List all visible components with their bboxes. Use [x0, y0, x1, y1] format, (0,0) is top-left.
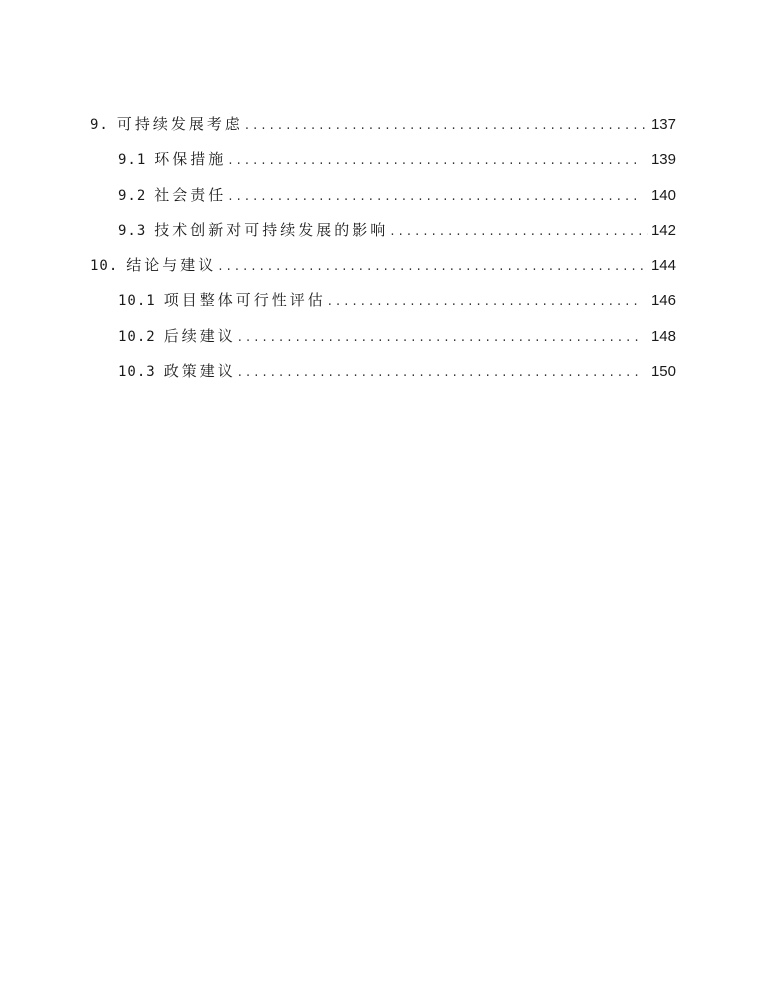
- toc-entry[interactable]: [90, 253, 676, 288]
- toc-dot-leader: [390, 220, 648, 244]
- toc-entry-title: 社会责任: [154, 185, 227, 204]
- toc-dot-leader: [228, 149, 640, 173]
- toc-entry-page: 142: [650, 221, 676, 239]
- toc-entry-number: 9.3: [118, 222, 147, 239]
- toc-entry-page: 144: [650, 257, 676, 275]
- toc-entry-page: 146: [650, 292, 676, 310]
- toc-entry-title: 技术创新对可持续发展的影响: [154, 220, 389, 239]
- toc-entry-number: 9.: [90, 117, 109, 133]
- table-of-contents: [90, 112, 676, 394]
- toc-entry[interactable]: [90, 147, 676, 182]
- toc-entry-number: 10.1: [118, 293, 156, 310]
- toc-entry-number: 10.2: [118, 328, 156, 345]
- toc-entry-title: 后续建议: [163, 326, 236, 345]
- toc-entry-page: 150: [650, 363, 676, 381]
- toc-entry[interactable]: [90, 183, 676, 218]
- toc-dot-leader: [238, 326, 640, 350]
- toc-dot-leader: [228, 185, 640, 209]
- toc-entry-number: 9.2: [118, 187, 147, 204]
- toc-entry-page: 148: [650, 327, 676, 345]
- toc-entry-title: 环保措施: [154, 150, 227, 169]
- toc-dot-leader: [238, 361, 640, 385]
- toc-entry-title: 项目整体可行性评估: [163, 291, 326, 310]
- toc-entry-number: 10.3: [118, 364, 156, 381]
- toc-entry-title: 可持续发展考虑: [116, 115, 243, 133]
- toc-entry-page: 137: [650, 116, 676, 133]
- toc-dot-leader: [245, 114, 648, 138]
- toc-entry[interactable]: [90, 112, 676, 147]
- toc-entry-title: 结论与建议: [126, 256, 217, 275]
- toc-entry-title: 政策建议: [163, 362, 236, 381]
- toc-entry-number: 10.: [90, 258, 119, 275]
- toc-entry[interactable]: [90, 324, 676, 359]
- toc-entry-page: 139: [650, 151, 676, 169]
- toc-entry[interactable]: [90, 359, 676, 394]
- toc-entry[interactable]: [90, 218, 676, 253]
- toc-entry-page: 140: [650, 186, 676, 204]
- toc-dot-leader: [328, 290, 640, 314]
- toc-entry[interactable]: [90, 288, 676, 323]
- toc-dot-leader: [218, 255, 648, 279]
- toc-entry-number: 9.1: [118, 152, 147, 169]
